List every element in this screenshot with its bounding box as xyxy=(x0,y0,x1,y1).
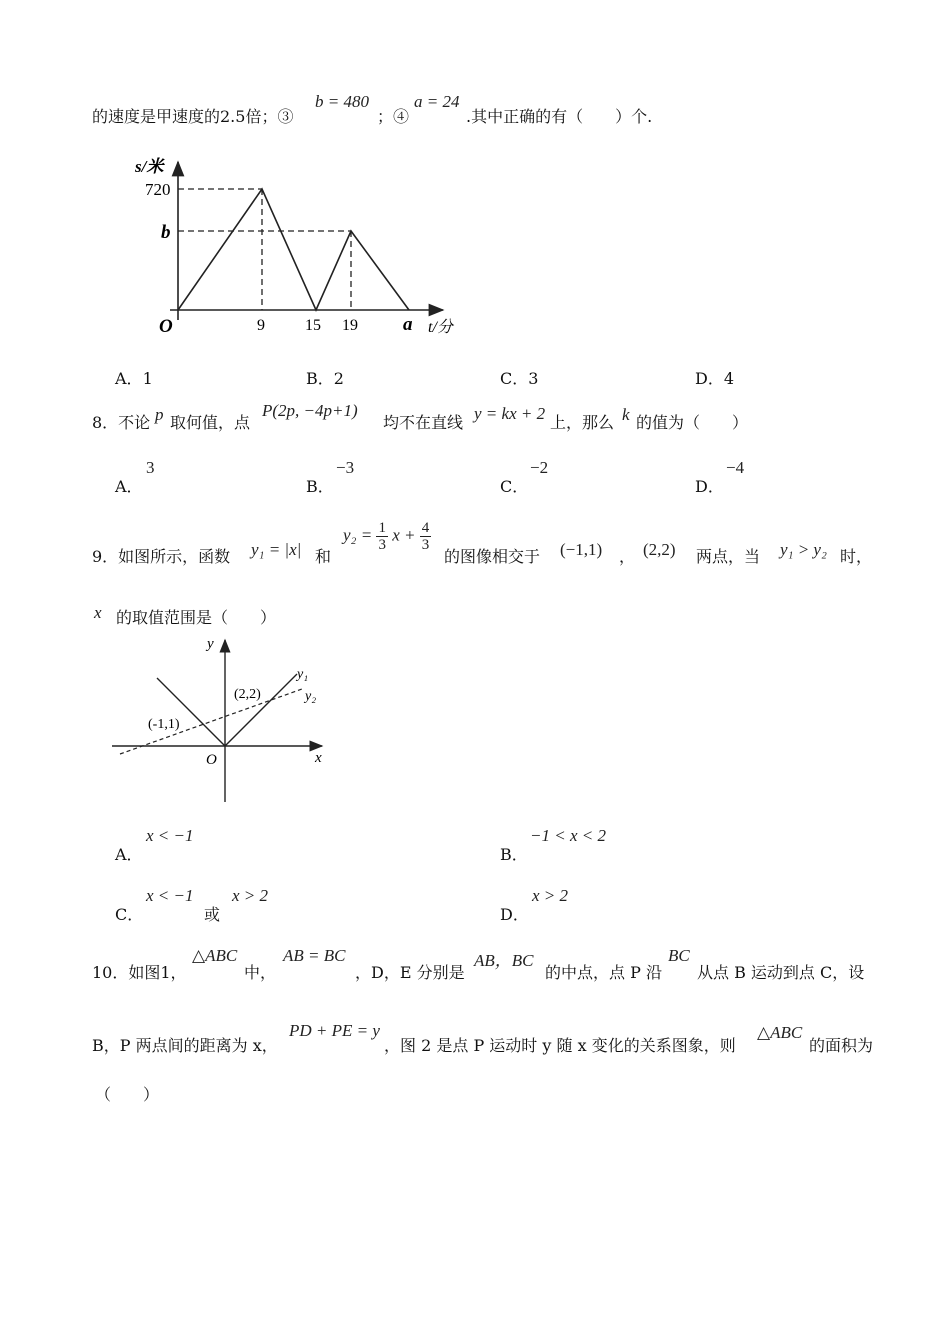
q8-text-4: 的值为（ ） xyxy=(636,413,749,432)
q9-text-1: 的图像相交于 xyxy=(444,547,541,566)
option-value: 4 xyxy=(723,369,735,388)
q9-x-axis-label: x xyxy=(315,750,322,766)
q7-graph xyxy=(125,150,465,340)
q8-point: P(2p, −4p+1) xyxy=(262,401,358,420)
q10-sides: AB，BC xyxy=(474,951,534,970)
option-label: A． xyxy=(115,369,143,388)
q8-line-eq: y = kx + 2 xyxy=(474,404,546,423)
q9-text-3: 时， xyxy=(840,547,873,566)
q9-y-axis-label: y xyxy=(207,636,214,652)
q10-line2-b: ，图 2 是点 P 运动时 y 随 x 变化的关系图象，则 xyxy=(384,1036,736,1055)
q10-text-4: 从点 B 运动到点 C，设 xyxy=(697,963,865,982)
q9-option-c-extra: x > 2 xyxy=(232,886,269,905)
q8-option-c-value: −2 xyxy=(530,458,549,477)
option-value: 2 xyxy=(333,369,344,388)
q10-text-3: 的中点，点 P 沿 xyxy=(545,963,662,982)
q9-y1-eq: y₁ = |x| xyxy=(251,540,302,559)
q10-text-1: 中， xyxy=(244,963,277,982)
q9-y2-mid: x + xyxy=(392,525,416,545)
q8-option-c-label: C． xyxy=(500,477,529,496)
frac-den: 3 xyxy=(378,537,386,553)
q7-text-end: .其中正确的有（ ）个. xyxy=(466,107,653,126)
q7-stmt4: a = 24 xyxy=(414,92,460,111)
q7-option-d xyxy=(695,366,734,389)
q7-text-start: 的速度是甲速度的2.5倍；③ xyxy=(92,107,294,126)
q8-text-2: 均不在直线 xyxy=(383,413,464,432)
q9-origin: O xyxy=(206,752,217,768)
q9-y2-lhs: y₂ = xyxy=(343,525,373,545)
q7-graph-line xyxy=(178,189,409,310)
q9-y1-label: y₁ xyxy=(297,667,309,682)
frac-den: 3 xyxy=(421,537,430,553)
q9-frac-2 xyxy=(420,520,432,553)
q10-line2-a: B，P 两点间的距离为 x， xyxy=(92,1036,278,1055)
q9-option-d-value: x > 2 xyxy=(532,886,569,905)
q7-line xyxy=(92,107,293,127)
q8-var-k: k xyxy=(622,405,630,424)
option-value: 3 xyxy=(528,369,539,388)
q9-comma: ， xyxy=(619,547,636,566)
q7-sep: ；④ xyxy=(377,107,410,126)
q7-x-tick-15: 15 xyxy=(305,317,321,334)
q7-stmt3: b = 480 xyxy=(315,92,369,111)
q10-relation: PD + PE = y xyxy=(289,1021,380,1040)
q9-graph xyxy=(110,632,335,804)
q9-condition: y₁ > y₂ xyxy=(780,540,827,559)
q9-option-b-value: −1 < x < 2 xyxy=(530,826,606,845)
q10-answer-blank: （ ） xyxy=(95,1085,160,1104)
q7-option-a xyxy=(115,366,153,389)
q8-option-d-value: −4 xyxy=(726,458,745,477)
q8-option-a-label: A． xyxy=(115,477,143,496)
q10-side-bc: BC xyxy=(668,946,690,965)
q9-option-a-label: A． xyxy=(115,845,143,864)
q8-option-b-label: B． xyxy=(306,477,334,496)
q9-option-c-value: x < −1 xyxy=(146,886,194,905)
q9-option-b-label: B． xyxy=(500,845,528,864)
q7-x-tick-9: 9 xyxy=(257,317,265,334)
q9-option-c-or: 或 xyxy=(204,905,221,924)
q10-text-2: ，D，E 分别是 xyxy=(355,963,465,982)
q9-and: 和 xyxy=(315,547,332,566)
q7-origin: O xyxy=(159,316,173,337)
q9-point-1-label: (-1,1) xyxy=(148,717,180,732)
q9-text-2: 两点，当 xyxy=(696,547,761,566)
q8-text-3: 上，那么 xyxy=(550,413,615,432)
q9-num: 9．如图所示，函数 xyxy=(92,547,231,566)
q9-option-d-label: D． xyxy=(500,905,529,924)
q9-point-1: (−1,1) xyxy=(560,540,603,559)
q7-x-axis-label: t/分 xyxy=(428,319,453,336)
q9-y2-label: y₂ xyxy=(305,689,317,704)
q9-option-c-label: C． xyxy=(115,905,144,924)
q10-equality: AB = BC xyxy=(283,946,346,965)
q9-var-x: x xyxy=(94,603,102,622)
option-value: 1 xyxy=(142,369,153,388)
frac-num: 4 xyxy=(421,520,430,536)
q9-option-a-value: x < −1 xyxy=(146,826,194,845)
q10-num: 10．如图1， xyxy=(92,963,187,982)
q7-y-axis-label: s/米 xyxy=(135,157,164,176)
option-label: D． xyxy=(695,369,724,388)
q7-x-tick-a: a xyxy=(403,314,413,335)
q8-option-d-label: D． xyxy=(695,477,724,496)
q10-triangle-2: △ABC xyxy=(757,1023,803,1042)
q9-point-2-label: (2,2) xyxy=(234,687,261,702)
q9-frac-1 xyxy=(376,520,388,553)
q9-text-4: 的取值范围是（ ） xyxy=(116,608,277,627)
q7-x-tick-19: 19 xyxy=(342,317,358,334)
q9-y1-line xyxy=(157,674,297,746)
option-label: C． xyxy=(500,369,529,388)
q7-y-tick-b: b xyxy=(161,222,171,243)
q7-option-c xyxy=(500,366,538,389)
q8-var-p: p xyxy=(155,405,164,424)
q8-option-a-value: 3 xyxy=(146,458,155,477)
q7-y-tick-720: 720 xyxy=(145,180,171,199)
frac-num: 1 xyxy=(378,520,386,536)
q8-text-1: 取何值，点 xyxy=(170,413,251,432)
q8-option-b-value: −3 xyxy=(336,458,355,477)
q10-triangle: △ABC xyxy=(192,946,238,965)
q8-num: 8．不论 xyxy=(92,413,151,432)
q9-point-2: (2,2) xyxy=(643,540,676,559)
q9-y2-eq xyxy=(343,520,431,553)
option-label: B． xyxy=(306,369,334,388)
q10-line2-c: 的面积为 xyxy=(809,1036,874,1055)
q7-option-b xyxy=(306,366,344,389)
